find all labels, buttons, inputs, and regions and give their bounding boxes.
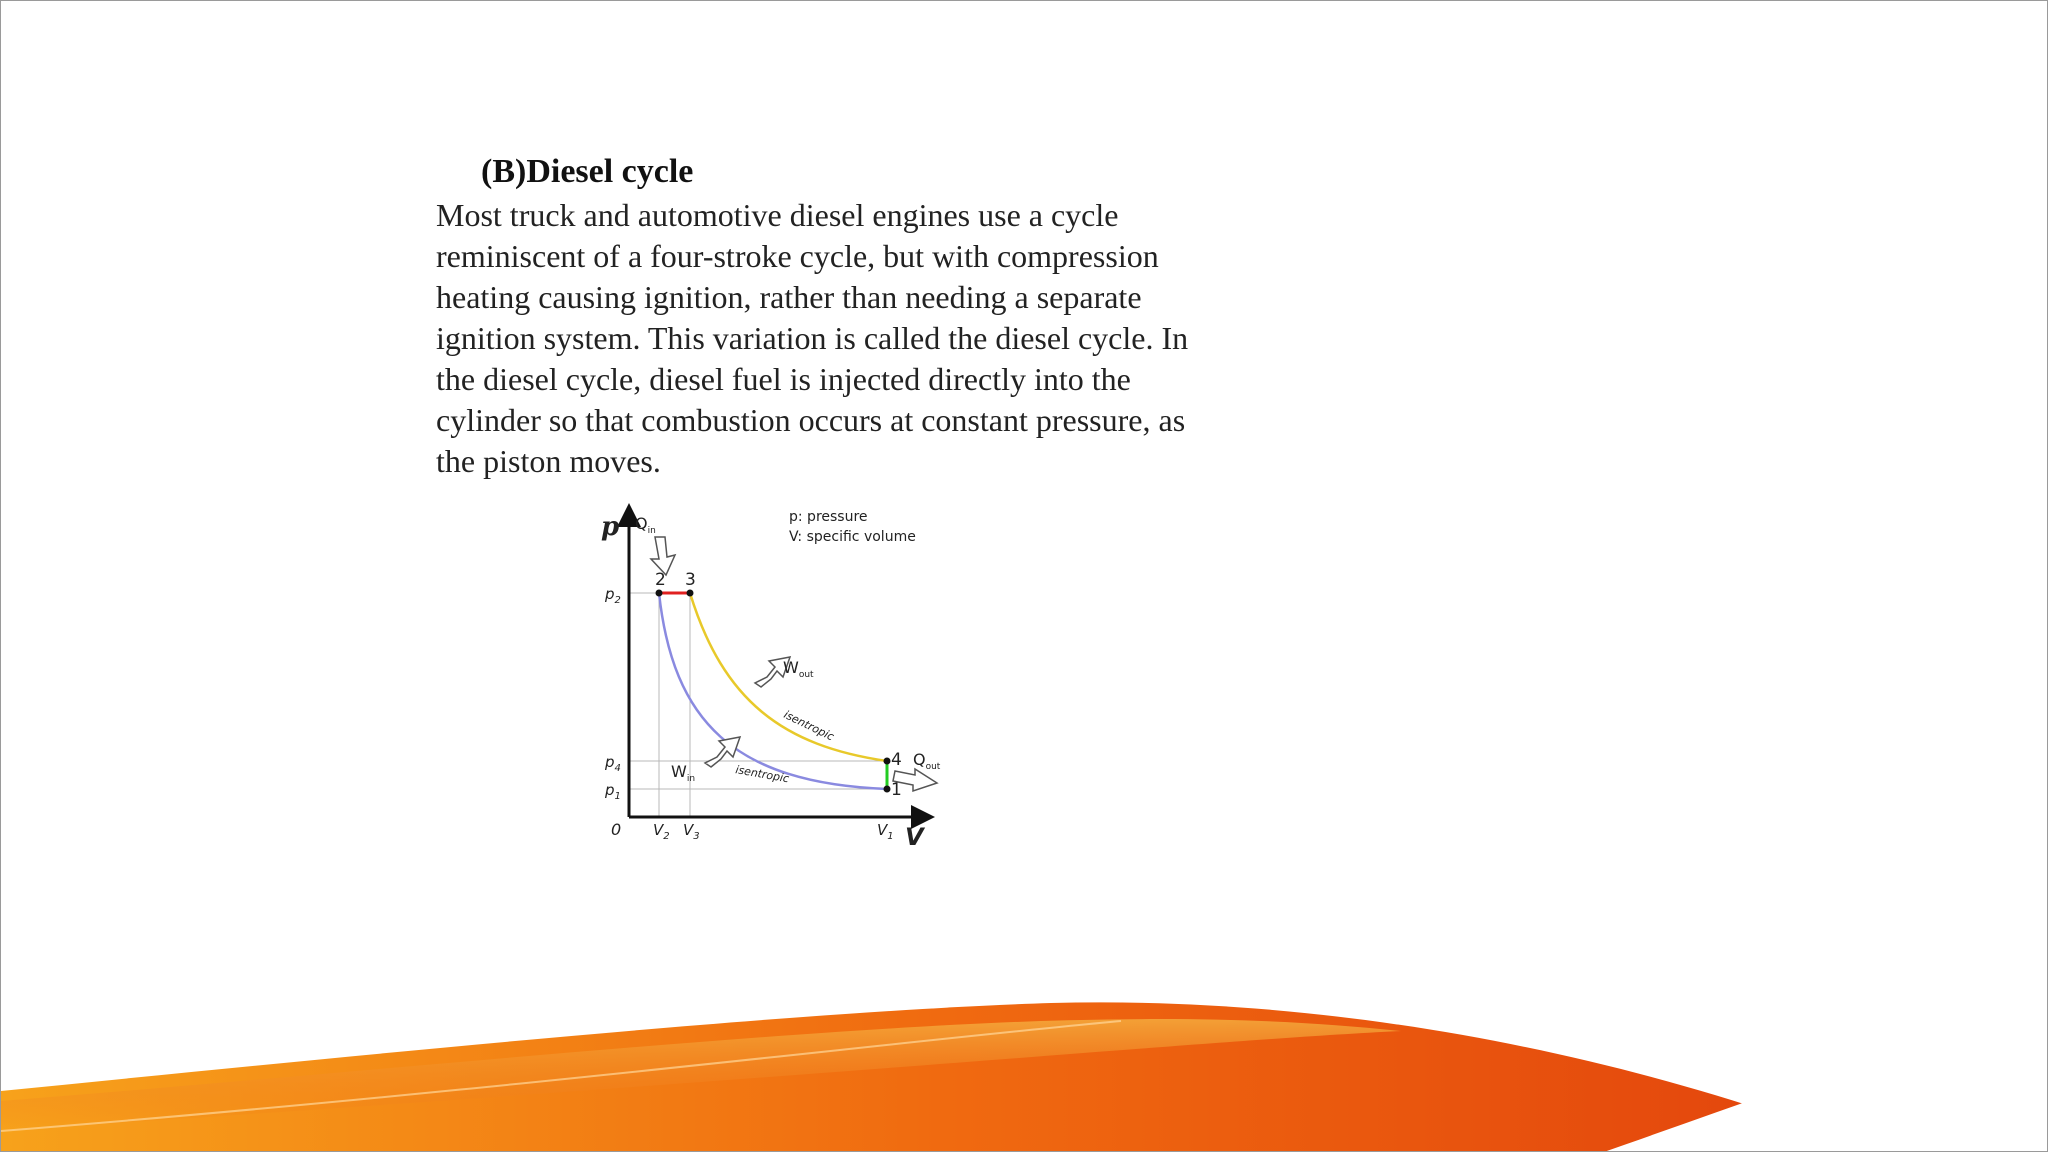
q-in-label: $Q_{in}$ — [635, 514, 656, 536]
point-4 — [884, 758, 891, 765]
legend-volume: V: specific volume — [789, 529, 916, 545]
body-line: heating causing ignition, rather than needing a separate — [436, 279, 1142, 315]
q-out-label: $Q_{out}$ — [913, 750, 941, 772]
compression-curve — [659, 593, 887, 789]
body-line: Most truck and automotive diesel engines use a cycle — [436, 197, 1119, 233]
body-line: the diesel cycle, diesel fuel is injected directly into the — [436, 361, 1131, 397]
origin-label: 0 — [611, 820, 622, 839]
point-2 — [656, 590, 663, 597]
w-out-label: $W_{out}$ — [783, 658, 814, 680]
slide-heading: (B)Diesel cycle — [481, 153, 694, 190]
w-in-arrow — [705, 737, 740, 767]
v3-label: $V_3$ — [683, 821, 700, 842]
footer-wave — [1, 981, 2048, 1152]
compression-curve-label: isentropic — [734, 763, 791, 786]
body-line: reminiscent of a four-stroke cycle, but with compression — [436, 238, 1159, 274]
v2-label: $V_2$ — [653, 821, 670, 842]
point-1 — [884, 786, 891, 793]
legend-pressure: p: pressure — [789, 509, 868, 525]
body-line: ignition system. This variation is called the diesel cycle. In — [436, 320, 1189, 356]
point-3 — [687, 590, 694, 597]
v-axis-label: V — [905, 823, 924, 851]
point-3-label: 3 — [685, 570, 696, 590]
v1-label: $V_1$ — [877, 821, 894, 842]
body-line: cylinder so that combustion occurs at constant pressure, as — [436, 402, 1186, 438]
p-axis-label: p — [601, 512, 620, 542]
point-4-label: 4 — [891, 750, 902, 770]
body-line: the piston moves. — [436, 443, 661, 479]
p1-label: $p_1$ — [605, 781, 621, 802]
p2-label: $p_2$ — [605, 585, 621, 606]
point-1-label: 1 — [891, 780, 902, 800]
w-in-label: $W_{in}$ — [671, 762, 696, 784]
pv-diagram — [593, 501, 953, 861]
p4-label: $p_4$ — [605, 753, 621, 774]
slide-body-text — [436, 195, 1296, 482]
expansion-curve-label: isentropic — [781, 708, 837, 744]
point-2-label: 2 — [655, 570, 666, 590]
guide-lines — [629, 593, 887, 817]
